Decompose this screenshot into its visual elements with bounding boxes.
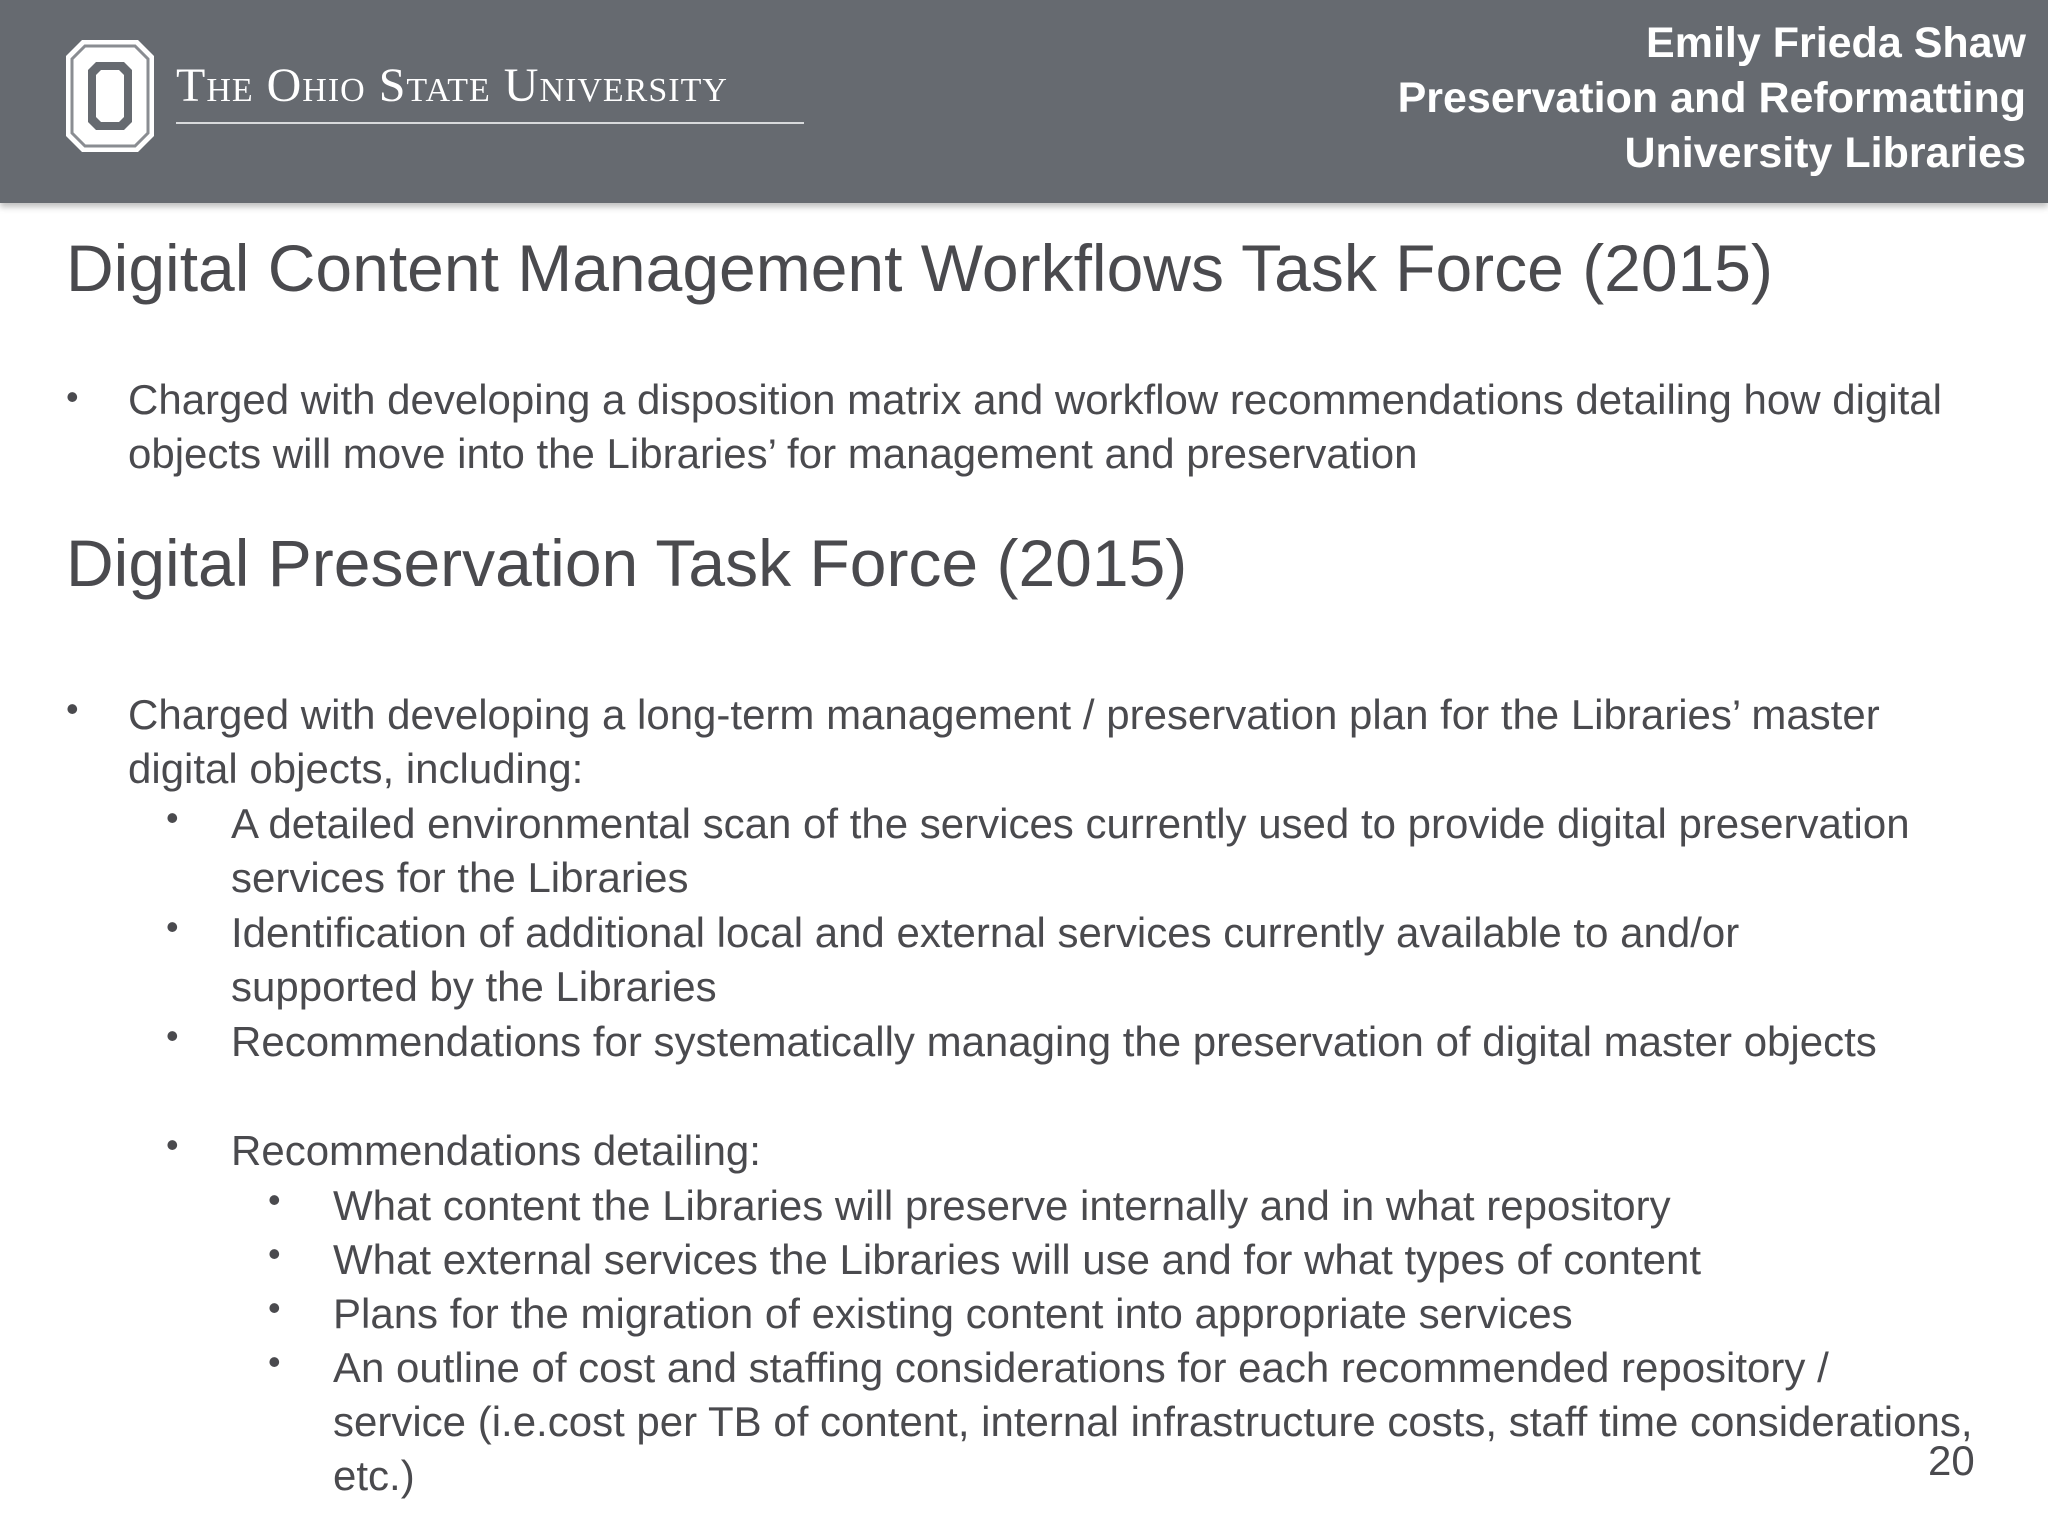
sub-bullet-icon: • xyxy=(166,797,179,838)
item-environmental-scan: A detailed environmental scan of the services currently used to provide digital preservation services for the Libraries xyxy=(231,800,1910,901)
section-title-workflows: Digital Content Management Workflows Task Force (2015) xyxy=(66,231,1773,305)
presenter-name: Emily Frieda Shaw xyxy=(1646,19,2026,67)
slide-header xyxy=(0,0,2048,203)
item-recommendations-managing: Recommendations for systematically managing the preservation of digital master objects xyxy=(231,1018,1877,1065)
block-o-logo-icon xyxy=(66,40,154,152)
detail-migration-plans: Plans for the migration of existing content into appropriate services xyxy=(333,1290,1573,1337)
presenter-organization: University Libraries xyxy=(1624,129,2026,177)
item-recommendations-detailing: Recommendations detailing: xyxy=(231,1127,761,1174)
section-title-preservation: Digital Preservation Task Force (2015) xyxy=(66,526,1188,600)
detail-internal-preservation: What content the Libraries will preserve internally and in what repository xyxy=(333,1182,1671,1229)
sub-sub-bullet-icon: • xyxy=(268,1233,281,1274)
bullet-icon: • xyxy=(66,376,79,417)
detail-cost-staffing: An outline of cost and staffing considerations for each recommended repository / service (i.e.cost per TB of content, internal infrastructure costs, staff time considerations, etc.) xyxy=(333,1344,1973,1499)
bullet-workflows-charge: Charged with developing a disposition matrix and workflow recommendations detailing how digital objects will move into the Libraries’ for management and preservation xyxy=(128,376,1942,477)
sub-sub-bullet-icon: • xyxy=(268,1287,281,1328)
item-identification-services: Identification of additional local and external services currently available to and/or supported by the Libraries xyxy=(231,909,1740,1010)
sub-bullet-icon: • xyxy=(166,1015,179,1056)
detail-external-services: What external services the Libraries will use and for what types of content xyxy=(333,1236,1701,1283)
university-name-underline xyxy=(176,122,804,124)
university-name: The Ohio State University xyxy=(176,59,728,112)
sub-sub-bullet-icon: • xyxy=(268,1179,281,1220)
bullet-preservation-charge: Charged with developing a long-term management / preservation plan for the Libraries’ master digital objects, including: xyxy=(128,691,1880,792)
presenter-department: Preservation and Reformatting xyxy=(1397,74,2026,122)
page-number: 20 xyxy=(1928,1437,1975,1484)
sub-bullet-icon: • xyxy=(166,1124,179,1165)
sub-bullet-icon: • xyxy=(166,906,179,947)
sub-sub-bullet-icon: • xyxy=(268,1341,281,1382)
presenter-info xyxy=(1398,16,2026,181)
bullet-icon: • xyxy=(66,688,79,729)
